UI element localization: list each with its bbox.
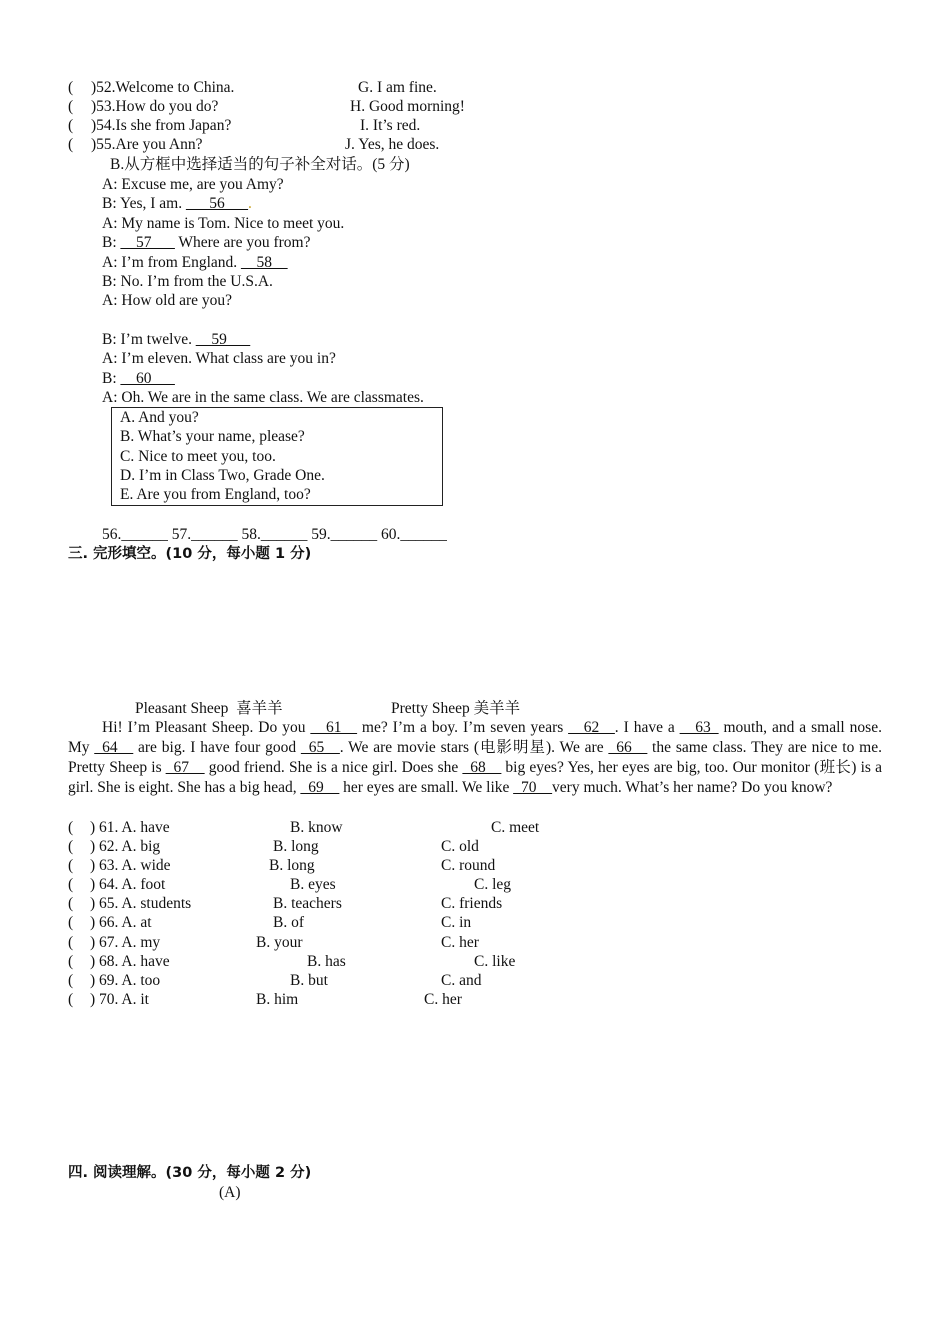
- q68: ) 68. A. have: [90, 953, 170, 970]
- q69-c: C. and: [441, 972, 482, 989]
- dialogue-line: A: Excuse me, are you Amy?: [102, 176, 284, 193]
- q65-b: B. teachers: [273, 895, 342, 912]
- q70: ) 70. A. it: [90, 991, 149, 1008]
- answer-h: H. Good morning!: [350, 98, 465, 115]
- cloze-blank[interactable]: __63_: [679, 719, 719, 736]
- dialogue-line: A: Oh. We are in the same class. We are classmates.: [102, 389, 424, 406]
- q68-b: B. has: [307, 953, 346, 970]
- q61-b: B. know: [290, 819, 343, 836]
- caption-pretty-sheep: Pretty Sheep 美羊羊: [391, 700, 521, 717]
- paren: (: [68, 117, 74, 134]
- cloze-blank[interactable]: _67__: [165, 759, 205, 776]
- q62: ) 62. A. big: [90, 838, 161, 855]
- q62-b: B. long: [273, 838, 319, 855]
- answer-i: I. It’s red.: [360, 117, 421, 134]
- passage-text: mouth, and a small nose. My: [68, 719, 882, 756]
- passage-text: . I have a: [614, 719, 680, 736]
- cloze-blank[interactable]: __61__: [310, 719, 357, 736]
- q63-c: C. round: [441, 857, 496, 874]
- q67: ) 67. A. my: [90, 934, 161, 951]
- q64-b: B. eyes: [290, 876, 336, 893]
- cloze-blank[interactable]: _64__: [94, 739, 134, 756]
- question-54: )54.Is she from Japan?: [91, 117, 232, 134]
- answer-paren[interactable]: (: [68, 895, 74, 912]
- q64: ) 64. A. foot: [90, 876, 166, 893]
- q67-b: B. your: [256, 934, 303, 951]
- answer-paren[interactable]: (: [68, 972, 74, 989]
- question-55: )55.Are you Ann?: [91, 136, 203, 153]
- blank-60[interactable]: __60___: [120, 370, 175, 387]
- blank-57[interactable]: __57___: [120, 234, 175, 251]
- cloze-blank[interactable]: _69__: [300, 779, 340, 796]
- cloze-blank[interactable]: _70__: [513, 779, 553, 796]
- q66-c: C. in: [441, 914, 472, 931]
- answer-paren[interactable]: (: [68, 934, 74, 951]
- passage-text: her eyes are small. We like: [339, 779, 514, 796]
- q66: ) 66. A. at: [90, 914, 152, 931]
- answer-j: J. Yes, he does.: [345, 136, 440, 153]
- blank-59[interactable]: __59___: [195, 331, 251, 348]
- cloze-blank[interactable]: _65__: [300, 739, 340, 756]
- dialogue-line: A: I’m eleven. What class are you in?: [102, 350, 336, 367]
- q63: ) 63. A. wide: [90, 857, 171, 874]
- answer-line[interactable]: 56.______ 57.______ 58.______ 59.______ 60.______: [102, 526, 447, 543]
- section-4-sub: (A): [219, 1184, 241, 1201]
- q65-c: C. friends: [441, 895, 503, 912]
- q63-b: B. long: [269, 857, 315, 874]
- caption-pleasant-sheep: Pleasant Sheep 喜羊羊: [135, 700, 283, 717]
- q65: ) 65. A. students: [90, 895, 192, 912]
- answer-paren[interactable]: (: [68, 857, 74, 874]
- q70-c: C. her: [424, 991, 462, 1008]
- cloze-passage: [68, 718, 882, 798]
- paren: (: [68, 136, 74, 153]
- q70-b: B. him: [256, 991, 299, 1008]
- dialogue-line: B: __57___ Where are you from?: [102, 234, 311, 251]
- answer-paren[interactable]: (: [68, 953, 74, 970]
- passage-text: the same class. They are nice to me. Pretty Sheep is: [68, 739, 882, 776]
- q67-c: C. her: [441, 934, 479, 951]
- passage-text: . We are movie stars (电影明星). We are: [339, 739, 609, 756]
- question-53: )53.How do you do?: [91, 98, 219, 115]
- cloze-blank[interactable]: _66__: [608, 739, 648, 756]
- answer-g: G. I am fine.: [358, 79, 437, 96]
- answer-paren[interactable]: (: [68, 876, 74, 893]
- dialogue-line: B: __60___: [102, 370, 175, 387]
- option-d: D. I’m in Class Two, Grade One.: [120, 467, 325, 484]
- paren: (: [68, 98, 74, 115]
- option-b: B. What’s your name, please?: [120, 428, 305, 445]
- blank-56[interactable]: ___56___: [185, 195, 248, 212]
- cloze-blank[interactable]: __62__: [568, 719, 615, 736]
- option-c: C. Nice to meet you, too.: [120, 448, 276, 465]
- q69: ) 69. A. too: [90, 972, 161, 989]
- q69-b: B. but: [290, 972, 328, 989]
- q68-c: C. like: [474, 953, 516, 970]
- answer-paren[interactable]: (: [68, 838, 74, 855]
- dialogue-line: A: I’m from England. __58__: [102, 254, 288, 271]
- option-e: E. Are you from England, too?: [120, 486, 311, 503]
- answer-paren[interactable]: (: [68, 914, 74, 931]
- cloze-blank[interactable]: _68__: [462, 759, 502, 776]
- answer-paren[interactable]: (: [68, 819, 74, 836]
- section-3-title: 三. 完形填空。(10 分，每小题 1 分): [68, 546, 312, 562]
- section-4-title: 四. 阅读理解。(30 分，每小题 2 分): [68, 1165, 312, 1181]
- q62-c: C. old: [441, 838, 479, 855]
- passage-text: me? I’m a boy. I’m seven years: [356, 719, 569, 736]
- passage-text: good friend. She is a nice girl. Does she: [204, 759, 463, 776]
- q61: ) 61. A. have: [90, 819, 170, 836]
- passage-text: are big. I have four good: [133, 739, 301, 756]
- dialogue-line: B: No. I’m from the U.S.A.: [102, 273, 273, 290]
- blank-58[interactable]: __58__: [241, 254, 288, 271]
- q66-b: B. of: [273, 914, 304, 931]
- section-b-instruction: B.从方框中选择适当的句子补全对话。(5 分): [110, 156, 410, 173]
- option-a: A. And you?: [120, 409, 199, 426]
- passage-text: Hi! I’m Pleasant Sheep. Do you: [102, 719, 311, 736]
- passage-text: very much. What’s her name? Do you know?: [552, 779, 833, 796]
- dialogue-line: B: I’m twelve. __59___: [102, 331, 251, 348]
- dialogue-line: B: Yes, I am. ___56___.: [102, 195, 252, 212]
- answer-paren[interactable]: (: [68, 991, 74, 1008]
- dialogue-line: A: How old are you?: [102, 292, 232, 309]
- paren: (: [68, 79, 74, 96]
- q64-c: C. leg: [474, 876, 512, 893]
- question-52: )52.Welcome to China.: [91, 79, 235, 96]
- dialogue-line: A: My name is Tom. Nice to meet you.: [102, 215, 345, 232]
- passage-text: big eyes? Yes, her eyes are big, too. Our monitor (班长) is a girl. She is eight. She has a big head,: [68, 759, 882, 796]
- q61-c: C. meet: [491, 819, 540, 836]
